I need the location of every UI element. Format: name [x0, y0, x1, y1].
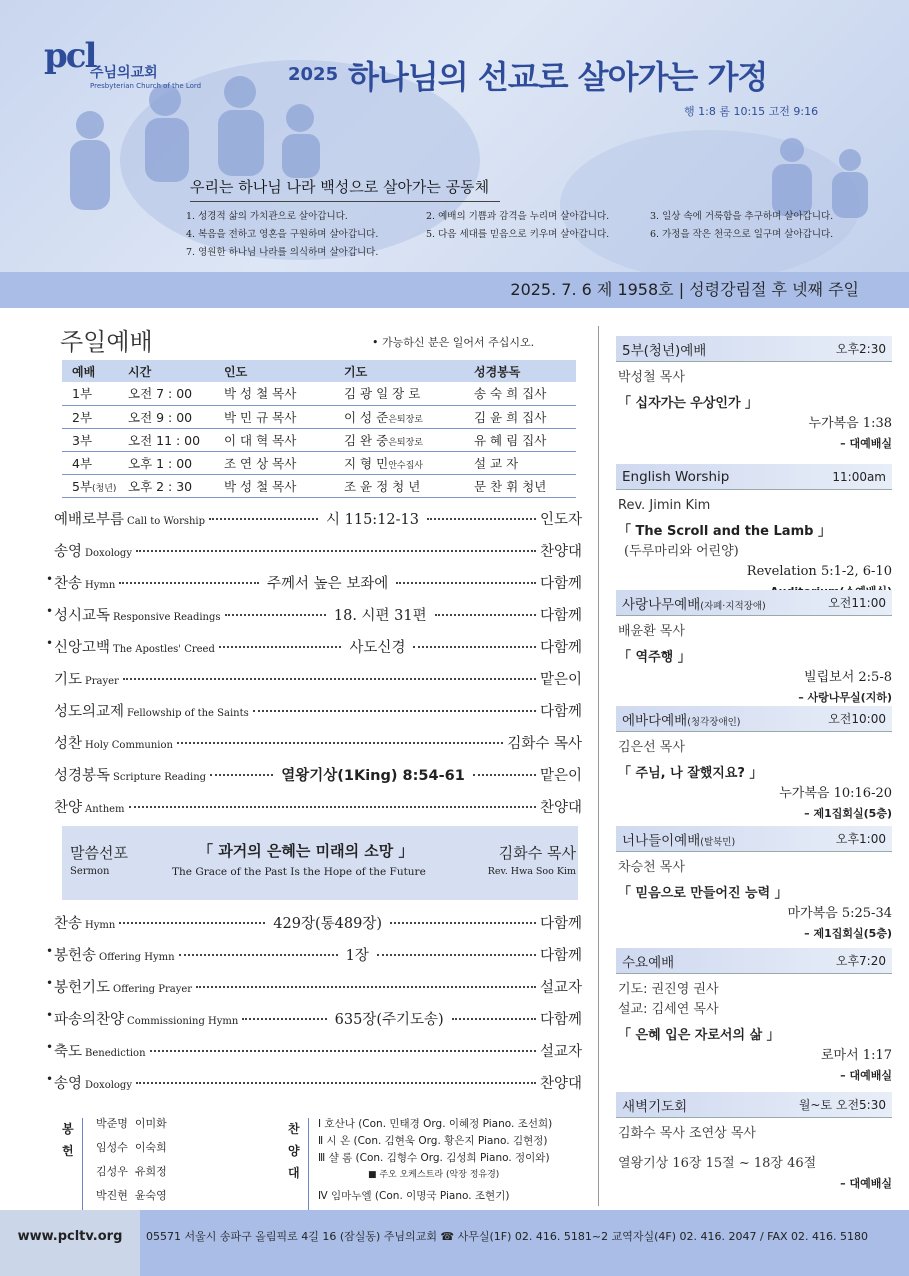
cell-reading: 유 혜 림 집사 — [464, 428, 576, 451]
service-location: – 제1집회실(5층) — [804, 927, 892, 940]
cell-prayer: 이 성 준은퇴장로 — [334, 405, 464, 428]
service-leader: 김은선 목사 — [618, 740, 685, 755]
cell-service: 1부 — [62, 382, 118, 405]
vision-item: 2. 예배의 기쁨과 감격을 누리며 살아갑니다. — [426, 211, 610, 222]
order-item-leader: 김화수 목사 — [507, 736, 582, 752]
order-item-detail: 주께서 높은 보좌에 — [267, 576, 389, 592]
order-item — [54, 540, 582, 564]
vision-title: 우리는 하나님 나라 백성으로 살아가는 공동체 — [190, 176, 500, 202]
service-note: (청각장애인) — [687, 716, 741, 728]
motto-reference: 행 1:8 롬 10:15 고전 9:16 — [684, 105, 819, 118]
order-item-detail: 사도신경 — [349, 640, 406, 656]
leader-dots — [413, 646, 536, 648]
order-item-ko: 기도 — [54, 672, 83, 688]
vision-item: 4. 복음을 전하고 영혼을 구원하며 살아갑니다. — [186, 229, 379, 240]
leader-dots — [253, 710, 536, 712]
table-row — [62, 474, 576, 497]
order-item-ko: 찬양 — [54, 800, 83, 816]
order-item-en: Prayer — [85, 676, 119, 687]
cell-leader: 박 성 철 목사 — [214, 382, 334, 405]
choir-label: 찬 양 대 — [288, 1122, 300, 1180]
order-item-en: Doxology — [85, 548, 132, 559]
cell-service: 4부 — [62, 451, 118, 474]
leader-dots — [435, 614, 536, 616]
order-item-en: Doxology — [85, 1080, 132, 1091]
service-sermon-title: 「 The Scroll and the Lamb 」 — [618, 524, 831, 539]
cell-reading: 김 윤 희 집사 — [464, 405, 576, 428]
service-time: 월~토 오전5:30 — [798, 1098, 886, 1112]
order-item: • 성시교독 Responsive Readings 18. 시편 31편 다함께 — [46, 604, 582, 624]
leader-dots — [196, 986, 536, 988]
order-item-en: Holy Communion — [85, 740, 173, 751]
vision-item: 7. 영원한 하나님 나라를 의식하며 살아갑니다. — [186, 247, 379, 258]
service-time: 오후1:00 — [835, 832, 886, 846]
col-reading: 성경봉독 — [464, 360, 576, 382]
cell-prayer: 김 광 일 장 로 — [334, 382, 464, 405]
service-scripture: 로마서 1:17 — [821, 1048, 892, 1063]
header-banner — [0, 0, 909, 272]
cell-prayer: 조 윤 정 청 년 — [334, 474, 464, 497]
order-item-leader: 찬양대 — [539, 1076, 582, 1092]
order-item-leader: 다함께 — [539, 608, 582, 624]
sermon-title-en: The Grace of the Past Is the Hope of the Future — [172, 866, 426, 878]
church-logo — [44, 36, 204, 106]
service-sermon-title: 「 역주행 」 — [618, 650, 691, 665]
service-header — [616, 948, 892, 974]
order-item-leader: 맡은이 — [539, 768, 582, 784]
vision-item: 1. 성경적 삶의 가치관으로 살아갑니다. — [186, 211, 348, 222]
order-item-detail: 635장(주기도송) — [334, 1012, 444, 1028]
leader-dots — [179, 954, 338, 956]
order-item-detail: 1장 — [345, 948, 369, 964]
logo-mark: pcl — [44, 36, 96, 76]
order-item-en: Offering Prayer — [113, 984, 193, 995]
order-item-ko: 봉헌기도 — [54, 980, 111, 996]
order-item-leader: 설교자 — [539, 980, 582, 996]
website-link[interactable]: www.pcltv.org — [0, 1210, 140, 1276]
motto-title: 하나님의 선교로 살아가는 가정 — [348, 58, 768, 96]
order-item — [54, 732, 582, 756]
order-item: • 찬송 Hymn 주께서 높은 보좌에 다함께 — [46, 572, 582, 592]
order-item-en: Fellowship of the Saints — [127, 708, 249, 719]
service-location: – 대예배실 — [840, 1177, 892, 1190]
order-item — [54, 764, 582, 788]
order-item-ko: 신앙고백 — [54, 640, 111, 656]
cell-reading: 문 찬 휘 청년 — [464, 474, 576, 497]
table-row — [62, 382, 576, 405]
service-name: 5부(청년)예배 — [622, 342, 707, 359]
order-item: • 봉헌기도 Offering Prayer 설교자 — [46, 976, 582, 996]
order-item-leader: 다함께 — [539, 948, 582, 964]
other-services — [600, 308, 909, 1210]
col-service: 예배 — [62, 360, 118, 382]
service-block — [616, 948, 892, 1086]
col-prayer: 기도 — [334, 360, 464, 382]
service-sermon-title: 「 은혜 입은 자로서의 삶 」 — [618, 1028, 780, 1043]
order-item-en: Anthem — [85, 804, 125, 815]
order-item: • 신앙고백 The Apostles' Creed 사도신경 다함께 — [46, 636, 583, 656]
order-item-leader: 다함께 — [539, 576, 582, 592]
cell-reading: 설 교 자 — [464, 451, 576, 474]
vision-item: 3. 일상 속에 거룩함을 추구하며 살아갑니다. — [650, 211, 834, 222]
order-item — [54, 508, 582, 532]
col-time: 시간 — [118, 360, 214, 382]
cell-service: 5부(청년) — [62, 474, 118, 497]
order-item-leader: 찬양대 — [539, 544, 582, 560]
sermon-label: 말씀선포 — [70, 844, 128, 862]
service-leader: 김화수 목사 조연상 목사 — [618, 1126, 756, 1141]
order-item-ko: 성시교독 — [54, 608, 111, 624]
service-location: – 사랑나무실(지하) — [798, 691, 892, 704]
sermon-title: 「 과거의 은혜는 미래의 소망 」 — [198, 842, 414, 860]
service-time: 오전11:00 — [828, 596, 886, 610]
order-item-detail: 429장(통489장) — [273, 916, 382, 932]
church-name: 주님의교회 — [90, 65, 158, 81]
order-item-ko: 봉헌송 — [54, 948, 97, 964]
service-time: 오전10:00 — [828, 712, 886, 726]
service-name: 사랑나무예배 — [622, 596, 701, 613]
leader-dots — [390, 922, 536, 924]
offering-label: 봉 헌 — [62, 1122, 74, 1158]
service-time: 11:00am — [832, 469, 886, 484]
leader-dots — [396, 582, 536, 584]
leader-dots — [209, 518, 318, 520]
service-time: 오후2:30 — [835, 342, 886, 356]
service-name: 새벽기도회 — [622, 1098, 688, 1115]
leader-dots — [210, 774, 273, 776]
order-item-leader: 설교자 — [539, 1044, 582, 1060]
motto-year: 2025 — [288, 64, 339, 85]
order-item-en: Benediction — [85, 1048, 146, 1059]
cell-time: 오후 2 : 30 — [118, 474, 214, 497]
service-header — [616, 1092, 892, 1118]
preacher-en: Rev. Hwa Soo Kim — [487, 866, 576, 877]
offering-names: 박준명 이미화 임성수 이숙희 김성우 유희정 박진현 윤숙영 — [96, 1117, 167, 1202]
leader-dots — [129, 806, 536, 808]
order-item-en: The Apostles' Creed — [113, 644, 215, 655]
service-leader: 박성철 목사 — [618, 370, 685, 385]
cell-time: 오후 1 : 00 — [118, 451, 214, 474]
service-scripture: 빌립보서 2:5-8 — [804, 670, 892, 685]
service-sermon-title: 「 주님, 나 잘했지요? 」 — [618, 766, 763, 781]
cell-time: 오전 11 : 00 — [118, 428, 214, 451]
issue-bar: 2025. 7. 6 제 1958호 | 성령강림절 후 넷째 주일 — [0, 272, 909, 308]
order-item-en: Commissioning Hymn — [127, 1016, 239, 1027]
church-address: 05571 서울시 송파구 올림픽로 4길 16 (잠실동) 주님의교회 ☎ 사무실(1F) 02. 416. 5181~2 교역자실(4F) 02. 416. 2047 / FAX 02. 416. 5180 — [146, 1230, 869, 1243]
service-note: (탈북민) — [700, 836, 736, 848]
cell-leader: 이 대 혁 목사 — [214, 428, 334, 451]
divider — [82, 1118, 83, 1210]
order-item-ko: 성찬 — [54, 736, 83, 752]
sermon-label-en: Sermon — [70, 866, 110, 877]
service-block — [616, 1092, 892, 1194]
order-item-ko: 찬송 — [54, 576, 83, 592]
order-item-ko: 축도 — [54, 1044, 83, 1060]
column-divider — [598, 326, 599, 1206]
leader-dots — [219, 646, 342, 648]
order-item — [54, 796, 582, 820]
leader-dots — [150, 1050, 536, 1052]
service-note: (자폐·지적장애) — [700, 600, 766, 612]
order-item-leader: 인도자 — [539, 512, 583, 528]
cell-prayer: 지 형 민안수집사 — [334, 451, 464, 474]
order-item — [54, 912, 582, 936]
service-leader: 설교: 김세연 목사 — [618, 1002, 719, 1017]
service-name: 수요예배 — [622, 954, 675, 971]
leader-dots — [473, 774, 536, 776]
order-item-ko: 송영 — [54, 544, 83, 560]
service-header — [616, 336, 892, 362]
order-item-en: Hymn — [85, 920, 116, 931]
service-header — [616, 826, 892, 852]
cell-service: 3부 — [62, 428, 118, 451]
table-row — [62, 451, 576, 474]
service-leader: Rev. Jimin Kim — [618, 498, 711, 513]
leader-dots — [427, 518, 536, 520]
offering-and-choir — [62, 1114, 582, 1210]
service-scripture: Revelation 5:1-2, 6-10 — [746, 564, 892, 579]
cell-leader: 박 성 철 목사 — [214, 474, 334, 497]
leader-dots — [123, 678, 536, 680]
order-item-ko: 찬송 — [54, 916, 83, 932]
service-leader: 기도: 권진영 권사 — [618, 982, 719, 997]
order-item-ko: 예배로부름 — [54, 512, 125, 528]
service-block — [616, 706, 892, 824]
sermon-box — [62, 826, 578, 900]
table-row — [62, 428, 576, 451]
cell-reading: 송 숙 희 집사 — [464, 382, 576, 405]
order-item-en: Offering Hymn — [99, 952, 175, 963]
service-block — [616, 590, 892, 708]
order-item: • 송영 Doxology 찬양대 — [46, 1072, 582, 1092]
service-scripture: 마가복음 5:25-34 — [787, 906, 892, 921]
order-item: • 파송의찬양 Commissioning Hymn 635장(주기도송) 다함께 — [46, 1008, 583, 1028]
order-item-ko: 성경봉독 — [54, 768, 111, 784]
section-title: 주일예배 — [60, 328, 153, 356]
worship-schedule-table — [62, 360, 576, 498]
cell-service: 2부 — [62, 405, 118, 428]
service-name: 너나들이예배 — [622, 832, 701, 849]
table-header-row — [62, 360, 576, 382]
choir-list: Ⅰ 호산나 (Con. 민태경 Org. 이혜정 Piano. 조선희) Ⅱ 시 온 (Con. 김현욱 Org. 황은지 Piano. 김현정) Ⅲ 샬 롬 (Con. 김형수 Org. 김성희 Piano. 정이와) ■ 주오 오케스트라 (악장 정유경) Ⅳ 임마누엘 (Con. 이명국 Piano. 조현기) — [318, 1118, 553, 1202]
service-location: – 제1집회실(5층) — [804, 807, 892, 820]
service-block — [616, 826, 892, 944]
service-block — [616, 464, 892, 602]
cell-prayer: 김 완 중은퇴장로 — [334, 428, 464, 451]
leader-dots — [452, 1018, 536, 1020]
leader-dots — [119, 922, 265, 924]
stand-note: • 가능하신 분은 일어서 주십시오. — [372, 336, 535, 349]
col-leader: 인도 — [214, 360, 334, 382]
service-name: English Worship — [622, 468, 730, 485]
service-sermon-title: 「 십자가는 우상인가 」 — [618, 396, 759, 411]
order-item-ko: 송영 — [54, 1076, 83, 1092]
order-item: • 축도 Benediction 설교자 — [46, 1040, 582, 1060]
order-item — [54, 700, 582, 724]
order-item-ko: 성도의교제 — [54, 704, 125, 720]
vision-item: 6. 가정을 작은 천국으로 일구며 살아갑니다. — [650, 229, 834, 240]
leader-dots — [177, 742, 503, 744]
service-sermon-title-ko: (두루마리와 어린양) — [624, 544, 739, 559]
order-item — [54, 668, 582, 692]
order-item-detail: 시 115:12-13 — [326, 512, 419, 528]
order-item-leader: 다함께 — [539, 1012, 583, 1028]
service-header — [616, 464, 892, 490]
service-location: – 대예배실 — [840, 1069, 892, 1082]
service-header — [616, 706, 892, 732]
order-item-leader: 찬양대 — [539, 800, 582, 816]
leader-dots — [119, 582, 259, 584]
service-scripture: 누가복음 10:16-20 — [779, 786, 892, 801]
order-item-leader: 다함께 — [539, 640, 583, 656]
leader-dots — [136, 550, 536, 552]
service-scripture: 열왕기상 16장 15절 ~ 18장 46절 — [618, 1156, 817, 1171]
service-scripture: 누가복음 1:38 — [808, 416, 892, 431]
service-location: – 대예배실 — [840, 437, 892, 450]
order-item-ko: 파송의찬양 — [54, 1012, 125, 1028]
leader-dots — [377, 954, 536, 956]
order-item-leader: 다함께 — [539, 704, 582, 720]
service-header — [616, 590, 892, 616]
order-item-en: Scripture Reading — [113, 772, 207, 783]
order-item-en: Hymn — [85, 580, 116, 591]
table-row — [62, 405, 576, 428]
service-leader: 차승천 목사 — [618, 860, 685, 875]
cell-leader: 박 민 규 목사 — [214, 405, 334, 428]
cell-time: 오전 9 : 00 — [118, 405, 214, 428]
footer — [0, 1210, 909, 1276]
order-item-detail: 18. 시편 31편 — [333, 608, 427, 624]
service-time: 오후7:20 — [835, 954, 886, 968]
cell-leader: 조 연 상 목사 — [214, 451, 334, 474]
service-block — [616, 336, 892, 454]
order-item-leader: 다함께 — [539, 916, 582, 932]
service-leader: 배윤환 목사 — [618, 624, 685, 639]
cell-time: 오전 7 : 00 — [118, 382, 214, 405]
leader-dots — [225, 614, 326, 616]
order-item-en: Call to Worship — [127, 516, 206, 527]
leader-dots — [242, 1018, 326, 1020]
order-item: • 봉헌송 Offering Hymn 1장 다함께 — [46, 944, 582, 964]
divider — [308, 1118, 309, 1210]
church-name-en: Presbyterian Church of the Lord — [90, 82, 202, 90]
order-item-en: Responsive Readings — [113, 612, 221, 623]
order-item-leader: 맡은이 — [539, 672, 582, 688]
service-sermon-title: 「 믿음으로 만들어진 능력 」 — [618, 886, 788, 901]
order-item-detail: 열왕기상(1King) 8:54-61 — [281, 768, 465, 784]
preacher: 김화수 목사 — [498, 844, 576, 862]
leader-dots — [136, 1082, 536, 1084]
vision-item: 5. 다음 세대를 믿음으로 키우며 살아갑니다. — [426, 229, 610, 240]
service-name: 에바다예배 — [622, 712, 688, 729]
